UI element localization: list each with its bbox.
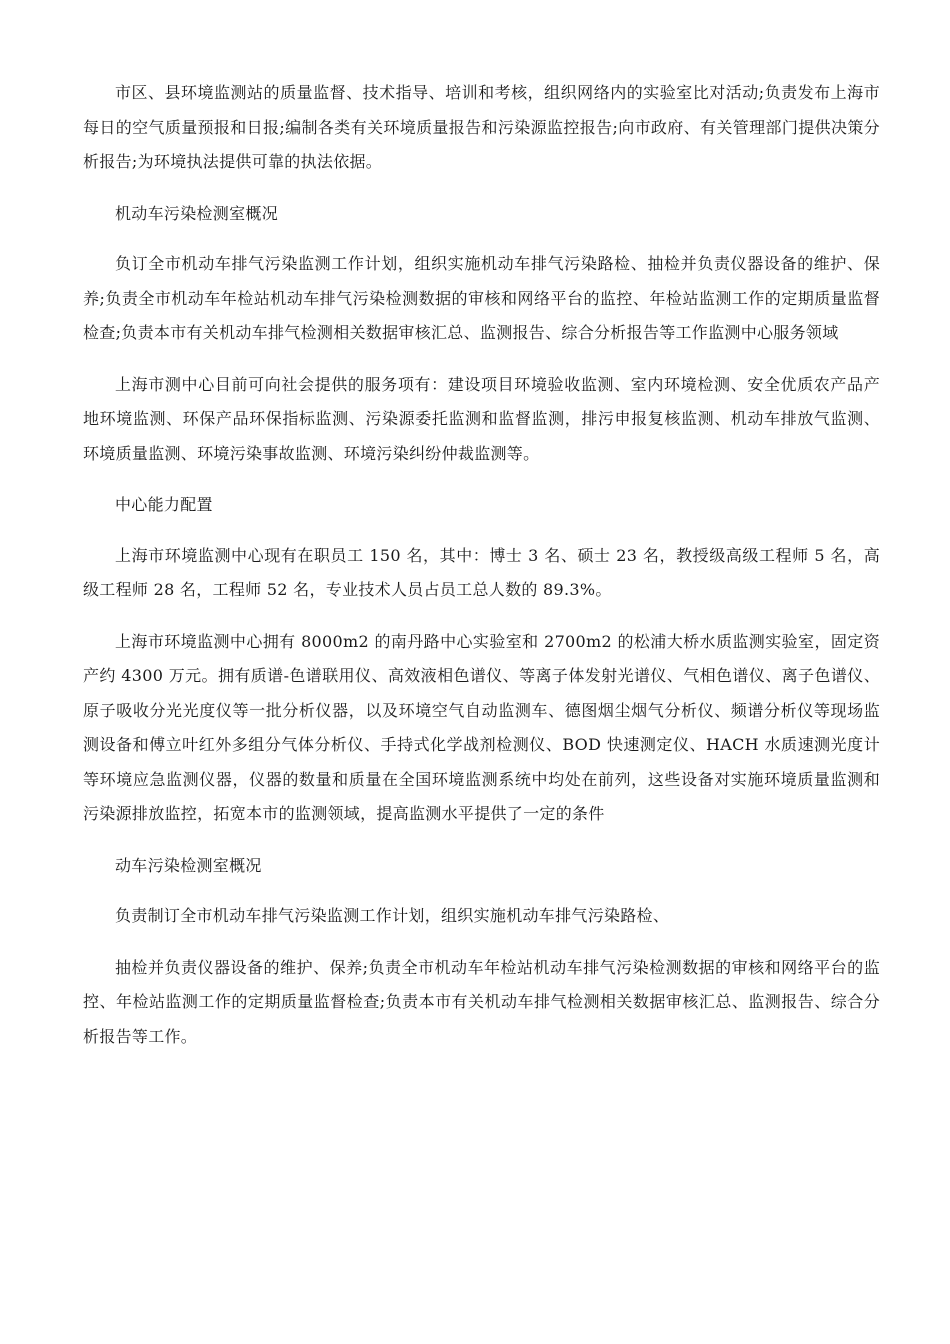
heading-vehicle-lab-overview-2: 动车污染检测室概况	[115, 855, 262, 875]
paragraph-vehicle-plan: 负责制订全市机动车排气污染监测工作计划，组织实施机动车排气污染路检、	[115, 906, 670, 925]
paragraph-vehicle-lab-duties: 负订全市机动车排气污染监测工作计划，组织实施机动车排气污染路检、抽检并负责仪器设备的维护、保养;负责全市机动车年检站机动车排气污染检测数据的审核和网络平台的监控、年检站监测工作的定期质量监督检查;负责本市有关机动车排气检测相关数据审核汇总、监测报告、综合分析报告等工作监测中心服务领域	[83, 254, 880, 342]
paragraph-service-items: 上海市测中心目前可向社会提供的服务项有：建设项目环境验收监测、室内环境检测、安全优质农产品产地环境监测、环保产品环保指标监测、污染源委托监测和监督监测，排污申报复核监测、机动车排放气监测、环境质量监测、环境污染事故监测、环境污染纠纷仲裁监测等。	[83, 374, 880, 463]
paragraph-facilities-instruments: 上海市环境监测中心拥有 8000m2 的南丹路中心实验室和 2700m2 的松浦大桥水质监测实验室，固定资产约 4300 万元。拥有质谱-色谱联用仪、高效液相色谱仪、等离子体发射光谱仪、气相色谱仪、离子色谱仪、原子吸收分光光度仪等一批分析仪器，以及环境空气自动监测车、德图烟尘烟气分析仪、频谱分析仪等现场监测设备和傅立叶红外多组分气体分析仪、手持式化学战剂检测仪、BOD 快速测定仪、HACH 水质速测光度计等环境应急监测仪器，仪器的数量和质量在全国环境监测系统中均处在前列，这些设备对实施环境质量监测和污染源排放监控，拓宽本市的监测领域，提高监测水平提供了一定的条件	[83, 631, 880, 823]
heading-vehicle-lab-overview: 机动车污染检测室概况	[115, 203, 279, 223]
heading-center-capacity: 中心能力配置	[115, 495, 213, 514]
paragraph-staff: 上海市环境监测中心现有在职员工 150 名，其中：博士 3 名、硕士 23 名，教授级高级工程师 5 名，高级工程师 28 名，工程师 52 名，专业技术人员占员工总人数的 89.3%。	[83, 545, 880, 599]
paragraph-vehicle-inspection: 抽检并负责仪器设备的维护、保养;负责全市机动车年检站机动车排气污染检测数据的审核和网络平台的监控、年检站监测工作的定期质量监督检查;负责本市有关机动车排气检测相关数据审核汇总、监测报告、综合分析报告等工作。	[83, 957, 880, 1046]
paragraph-quality-supervision: 市区、县环境监测站的质量监督、技术指导、培训和考核，组织网络内的实验室比对活动;负责发布上海市每日的空气质量预报和日报;编制各类有关环境质量报告和污染源监控报告;向市政府、有关管理部门提供决策分析报告;为环境执法提供可靠的执法依据。	[83, 83, 880, 171]
